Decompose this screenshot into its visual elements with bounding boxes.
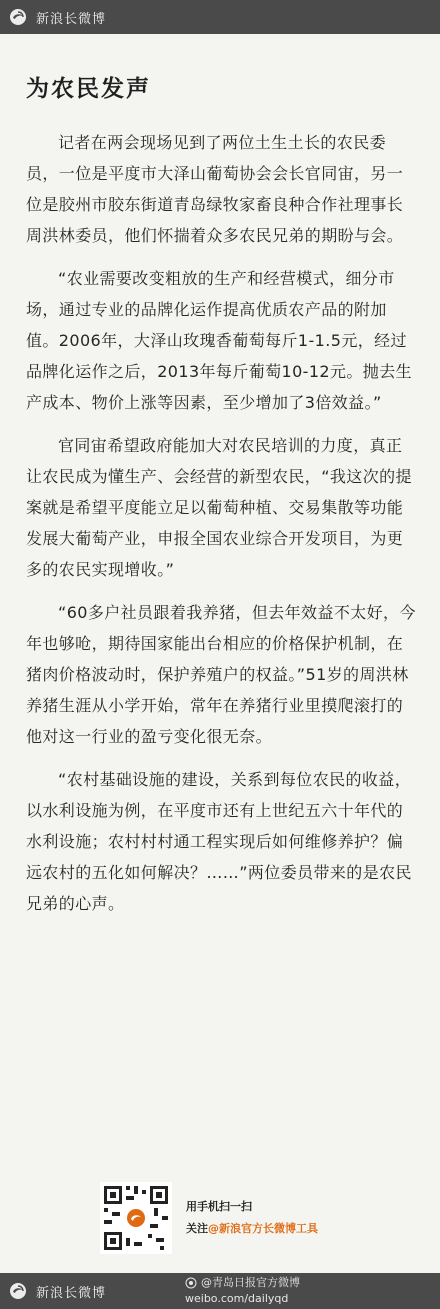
article-paragraph: 记者在两会现场见到了两位土生土长的农民委员，一位是平度市大泽山葡萄协会会长官同宙，另一位是胶州市胶东街道青岛绿牧家畜良种合作社理事长周洪林委员，他们怀揣着众多农民兄弟的期盼与会。 bbox=[26, 133, 404, 245]
article-title: 为农民发声 bbox=[26, 76, 151, 102]
article-paragraph: “农村基础设施的建设，关系到每位农民的收益，以水利设施为例，在平度市还有上世纪五六十年代的水利设施；农村村村通工程实现后如何维修养护？偏远农村的五化如何解决？……”两位委员带来的是农民兄弟的心声。 bbox=[26, 770, 412, 913]
scan-instruction: 用手机扫一扫 bbox=[186, 1200, 252, 1213]
follow-line bbox=[186, 1218, 318, 1240]
article-body bbox=[26, 127, 416, 919]
weibo-watermark bbox=[185, 1273, 300, 1307]
top-bar bbox=[0, 0, 440, 34]
follow-prefix: 关注 bbox=[186, 1222, 208, 1235]
footer-brand-name: 新浪长微博 bbox=[36, 1285, 107, 1301]
weibo-tool-link[interactable]: @新浪官方长微博工具 bbox=[208, 1222, 318, 1235]
sina-weibo-logo-icon bbox=[8, 1281, 28, 1301]
article-paragraph: 官同宙希望政府能加大对农民培训的力度，真正让农民成为懂生产、会经营的新型农民，“我这次的提案就是希望平度能立足以葡萄种植、交易集散等功能发展大葡萄产业，申报全国农业综合开发项目，为更多的农民实现增收。” bbox=[26, 436, 412, 579]
qr-code-icon[interactable] bbox=[100, 1182, 172, 1254]
qr-promo bbox=[100, 1182, 400, 1252]
watermark-handle-row bbox=[185, 1275, 300, 1291]
article-paragraph: “农业需要改变粗放的生产和经营模式，细分市场，通过专业的品牌化运作提高优质农产品的附加值。2006年，大泽山玫瑰香葡萄每斤1-1.5元，经过品牌化运作之后，2013年每斤葡萄10-12元。抛去生产成本、物价上涨等因素，至少增加了3倍效益。” bbox=[26, 269, 413, 412]
brand-name: 新浪长微博 bbox=[36, 11, 107, 27]
article-paragraph: “60多户社员跟着我养猪，但去年效益不太好，今年也够呛，期待国家能出台相应的价格保护机制，在猪肉价格波动时，保护养殖户的权益。”51岁的周洪林养猪生涯从小学开始，常年在养猪行业里摸爬滚打的他对这一行业的盈亏变化很无奈。 bbox=[26, 603, 416, 746]
watermark-handle[interactable]: @青岛日报官方微博 bbox=[201, 1276, 300, 1289]
watermark-url[interactable]: weibo.com/dailyqd bbox=[185, 1292, 289, 1305]
qr-promo-text bbox=[186, 1196, 318, 1240]
weibo-eye-icon bbox=[185, 1277, 197, 1289]
sina-weibo-logo-icon bbox=[8, 7, 28, 27]
